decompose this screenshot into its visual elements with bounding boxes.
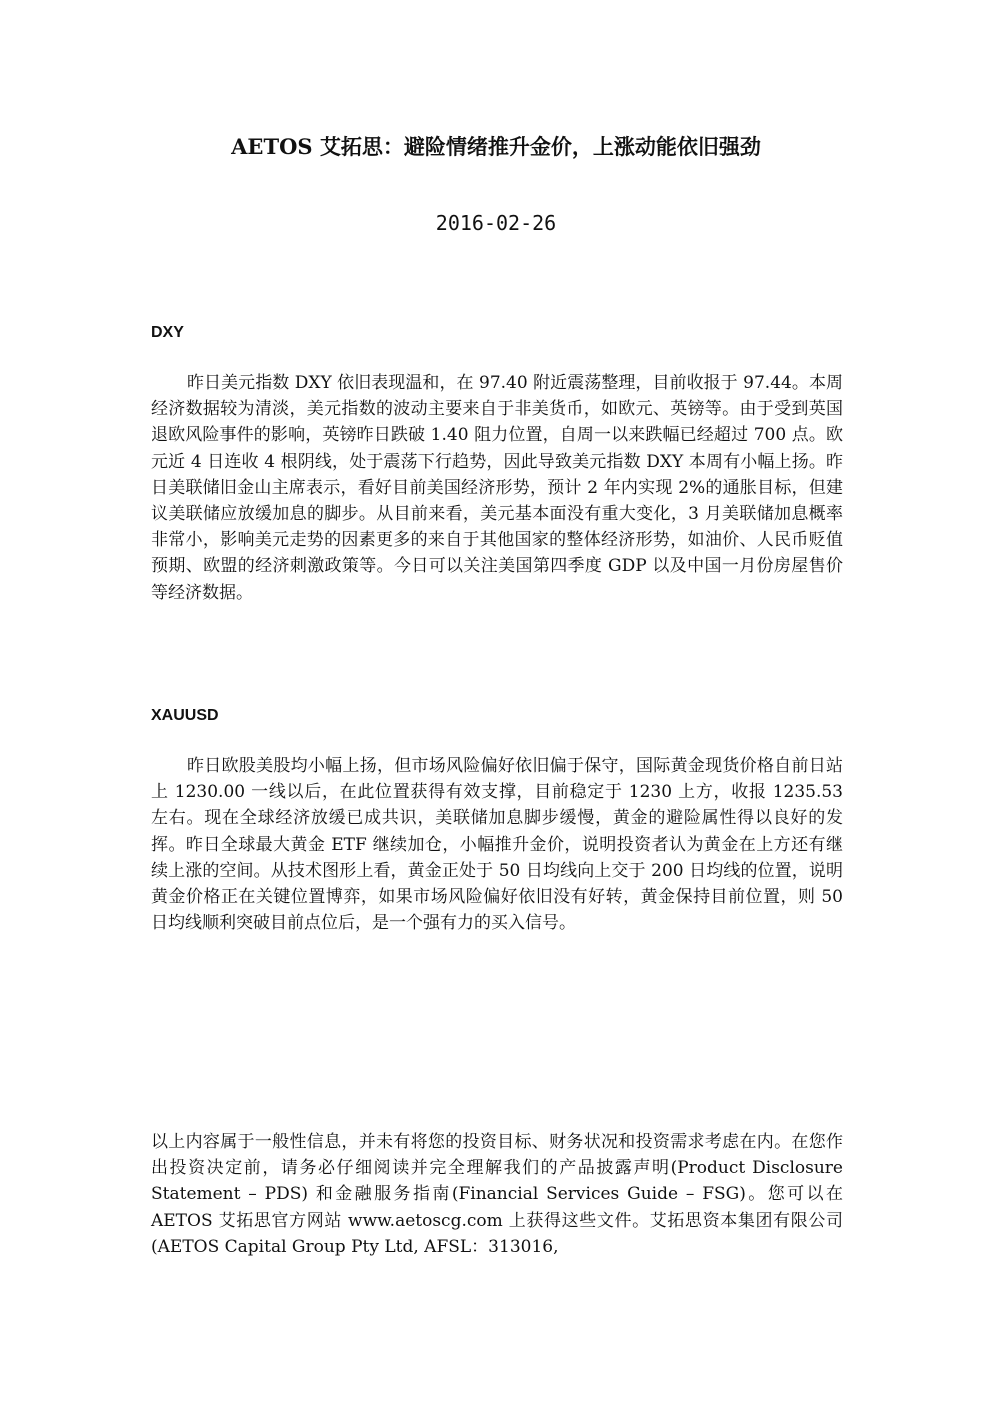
- section-body-xauusd: 昨日欧股美股均小幅上扬，但市场风险偏好依旧偏于保守，国际黄金现货价格自前日站上 1230.00 一线以后，在此位置获得有效支撑，目前稳定于 1230 上方，收报 1235.53 左右。现在全球经济放缓已成共识，美联储加息脚步缓慢，黄金的避险属性得以良好的发挥。昨日全球最大黄金 ETF 继续加仓，小幅推升金价，说明投资者认为黄金在上方还有继续上涨的空间。从技术图形上看，黄金正处于 50 日均线向上交于 200 日均线的位置，说明黄金价格正在关键位置博弈，如果市场风险偏好依旧没有好转，黄金保持目前位置，则 50 日均线顺利突破目前点位后，是一个强有力的买入信号。: [151, 756, 843, 934]
- section-heading-xauusd: XAUUSD: [151, 707, 219, 724]
- document-title: AETOS 艾拓思：避险情绪推升金价，上涨动能依旧强劲: [231, 134, 761, 159]
- section-body-dxy: 昨日美元指数 DXY 依旧表现温和，在 97.40 附近震荡整理，目前收报于 97.44。本周经济数据较为清淡，美元指数的波动主要来自于非美货币，如欧元、英镑等。由于受到英国退欧风险事件的影响，英镑昨日跌破 1.40 阻力位置，自周一以来跌幅已经超过 700 点。欧元近 4 日连收 4 根阴线，处于震荡下行趋势，因此导致美元指数 DXY 本周有小幅上扬。昨日美联储旧金山主席表示，看好目前美国经济形势，预计 2 年内实现 2%的通胀目标，但建议美联储应放缓加息的脚步。从目前来看，美元基本面没有重大变化，3 月美联储加息概率非常小，影响美元走势的因素更多的来自于其他国家的整体经济形势，如油价、人民币贬值预期、欧盟的经济刺激政策等。今日可以关注美国第四季度 GDP 以及中国一月份房屋售价等经济数据。: [151, 373, 843, 603]
- document-date: 2016-02-26: [435, 211, 557, 235]
- disclaimer-text: 以上内容属于一般性信息，并未有将您的投资目标、财务状况和投资需求考虑在内。在您作出投资决定前，请务必仔细阅读并完全理解我们的产品披露声明(Product Disclosure Statement – PDS) 和金融服务指南(Financial Services Guide – FSG)。您可以在 AETOS 艾拓思官方网站 www.aetoscg.com 上获得这些文件。艾拓思资本集团有限公司(AETOS Capital Group Pty Ltd, AFSL：313016,: [151, 1132, 843, 1257]
- section-heading-dxy: DXY: [151, 324, 184, 341]
